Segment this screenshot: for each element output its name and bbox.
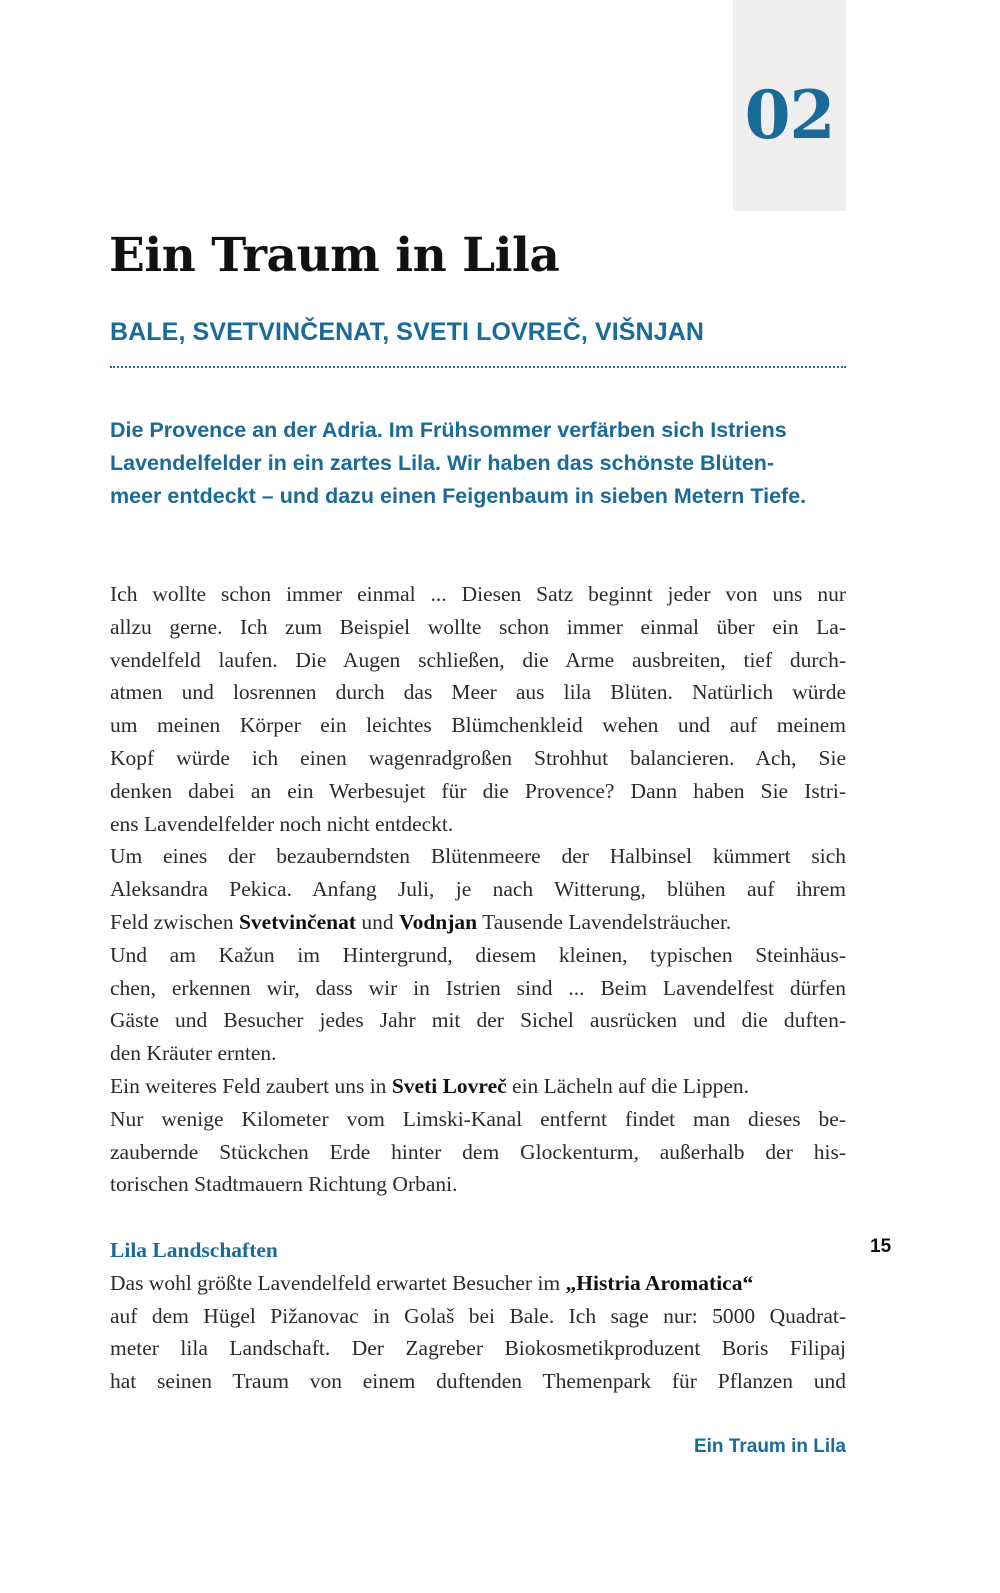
body-line: Um eines der bezauberndsten Blütenmeere der Halbinsel kümmert sich — [110, 844, 846, 869]
place-name-histria-aromatica: „Histria Aromatica“ — [565, 1270, 754, 1295]
body-line: zaubernde Stückchen Erde hinter dem Glockenturm, außerhalb der his- — [110, 1139, 846, 1164]
page-number: 15 — [870, 1236, 892, 1257]
chapter-subtitle-locations: BALE, SVETVINČENAT, SVETI LOVREČ, VIŠNJAN — [110, 318, 705, 346]
body-line: Ich wollte schon immer einmal ... Diesen Satz beginnt jeder von uns nur — [110, 582, 846, 606]
place-name-sveti-lovrec: Sveti Lovreč — [391, 1073, 507, 1098]
running-footer-title: Ein Traum in Lila — [693, 1436, 846, 1457]
chapter-number: 02 — [744, 76, 835, 154]
body-line — [110, 1070, 846, 1103]
lead-paragraph — [110, 414, 846, 513]
lead-line: Die Provence an der Adria. Im Frühsommer verfärben sich Istriens — [110, 418, 787, 442]
body-line — [110, 906, 846, 939]
body-line: Und am Kažun im Hintergrund, diesem kleinen, typischen Steinhäus- — [110, 942, 846, 967]
lead-line: Lavendelfelder in ein zartes Lila. Wir haben das schönste Blüten- — [110, 451, 775, 475]
dotted-divider — [110, 366, 846, 368]
body-text-fragment: Ein weiteres Feld zaubert uns in — [110, 1073, 392, 1098]
body-text-fragment: und — [356, 909, 400, 934]
place-name-svetvincenat: Svetvinčenat — [238, 909, 357, 934]
body-line: hat seinen Traum von einem duftenden Themenpark für Pflanzen und — [110, 1369, 846, 1394]
chapter-title: Ein Traum in Lila — [109, 228, 560, 283]
body-text-fragment: Das wohl größte Lavendelfeld erwartet Besucher im — [110, 1270, 566, 1295]
lead-line: meer entdeckt – und dazu einen Feigenbaum in sieben Metern Tiefe. — [110, 484, 807, 508]
body-text-fragment: Tausende Lavendelsträucher. — [477, 909, 732, 934]
body-line: torischen Stadtmauern Richtung Orbani. — [110, 1172, 458, 1197]
body-line: allzu gerne. Ich zum Beispiel wollte schon immer einmal über ein La- — [110, 614, 846, 639]
body-line — [110, 1267, 846, 1300]
body-line: ens Lavendelfelder noch nicht entdeckt. — [110, 811, 454, 836]
body-line: vendelfeld laufen. Die Augen schließen, die Arme ausbreiten, tief durch- — [110, 647, 846, 672]
body-line: chen, erkennen wir, dass wir in Istrien sind ... Beim Lavendelfest dürfen — [110, 975, 846, 1000]
body-line: meter lila Landschaft. Der Zagreber Biokosmetikproduzent Boris Filipaj — [110, 1336, 846, 1361]
body-text-fragment: Feld zwischen — [110, 909, 239, 934]
place-name-vodnjan: Vodnjan — [399, 909, 478, 934]
body-text — [110, 578, 846, 1398]
body-line: Aleksandra Pekica. Anfang Juli, je nach Witterung, blühen auf ihrem — [110, 877, 846, 902]
body-line: auf dem Hügel Pižanovac in Golaš bei Bale. Ich sage nur: 5000 Quadrat- — [110, 1303, 846, 1328]
body-line: den Kräuter ernten. — [110, 1041, 277, 1066]
paragraph-gap — [110, 1201, 846, 1234]
body-line: Gäste und Besucher jedes Jahr mit der Sichel ausrücken und die duften- — [110, 1008, 846, 1033]
body-text-fragment: ein Lächeln auf die Lippen. — [506, 1073, 750, 1098]
body-line: denken dabei an ein Werbesujet für die Provence? Dann haben Sie Istri- — [110, 778, 846, 803]
body-line: atmen und losrennen durch das Meer aus lila Blüten. Natürlich würde — [110, 680, 846, 705]
body-line: Kopf würde ich einen wagenradgroßen Strohhut balancieren. Ach, Sie — [110, 745, 846, 770]
body-line: Nur wenige Kilometer vom Limski-Kanal entfernt findet man dieses be- — [110, 1106, 846, 1131]
body-line: um meinen Körper ein leichtes Blümchenkleid wehen und auf meinem — [110, 713, 846, 738]
section-heading: Lila Landschaften — [110, 1237, 278, 1262]
